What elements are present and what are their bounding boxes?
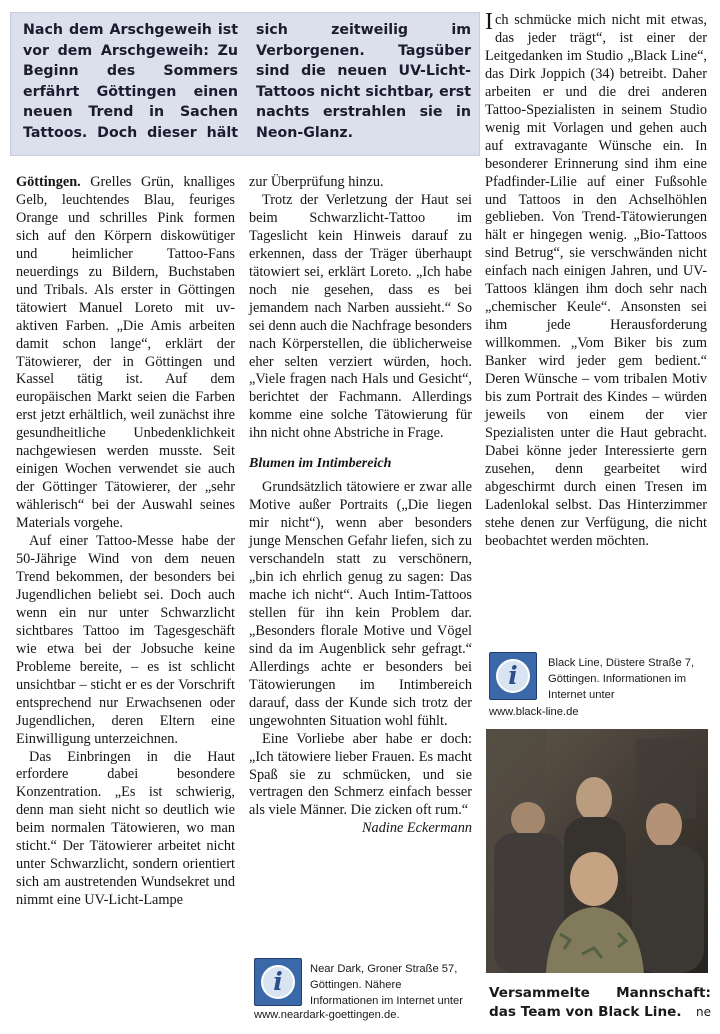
info-icon: i xyxy=(489,652,537,700)
photo-caption xyxy=(489,984,711,1022)
lead-box xyxy=(10,12,480,156)
subheading: Blumen im Intimbereich xyxy=(249,456,392,472)
dateline: Göttingen. xyxy=(16,174,81,190)
paragraph: zur Überprüfung hinzu. xyxy=(249,174,384,190)
paragraph: Auf einer Tattoo-Messe habe der 50-Jährige Wind von dem neuen Trend bekommen, der besonders bei Jugendlichen beliebt sei. Doch auch wenn ein nur unter Schwarzlicht sichtbares Tattoo im Tagesgeschäft wie etwa bei der Jobsuche keine Probleme bereite, – es ist schlicht unsichtbar – sticht er es der Vorschrift entsprechend nur Erwachsenen oder Jugendlichen, deren Eltern eine Einwilligung unterzeichnen. xyxy=(16,533,235,747)
drop-cap: I xyxy=(485,9,493,35)
paragraph: Grundsätzlich tätowiere er zwar alle Motive außer Portraits („Die liegen mir nicht“), wenn aber besonders junge Menschen Gefahr liefen, sich zu verschandeln statt zu verschönern, „bin ich ehrlich genug zu sagen: Das mache ich nicht“. Auch Intim-Tattoos stellen für ihn kein Problem dar. „Besonders florale Motive und Vögel sind da im Augenblick sehr gefragt.“ Allerdings achte er besonders bei Tätowierungen im Intimbereich darauf, dass der Kunde sich trotz der ungewohnten Situation wohl fühlt. xyxy=(249,479,472,729)
article-column-1 xyxy=(16,174,235,1026)
info-box-black-line: Black Line, Düstere Straße 7, Göttingen. Informationen im Internet unter xyxy=(548,657,695,701)
info-link-near-dark[interactable]: www.neardark-goettingen.de. xyxy=(254,1009,400,1021)
article-column-2 xyxy=(249,174,472,1026)
paragraph: ch schmücke mich nicht mit etwas, das jeder trägt“, ist einer der Leitgedanken im Studio „Black Line“, das Dirk Joppich (34) betreibt. Daher arbeiten er und die drei anderen Tattoo-Spezialisten in seinem Studio wenig mit Vorlagen und gehen auch auf extravagante Wünsche ein. In besonderer Erinnerung sind ihm eine Pfadfinder-Lilie auf einer Fußsohle und Tattoos in den Achselhöhlen geblieben. Von Trend-Tätowierungen hält er hingegen wenig. „Bio-Tattoos sind Betrug“, sie verschwänden nicht einfach nach einigen Jahren, und UV-Tattoos klängen ihm doch sehr nach „chemischer Keule“. Ansonsten sei ihm jede Herausforderung willkommen. „Vom Biker bis zum Banker wird jeder gem bedient.“ Deren Wünsche – vom tribalen Motiv bis zum Portrait des Kindes – würden jeweils von einem der vier Spezialisten unter die Haut gebracht. Dabei könne jeder Interessierte gern zusehen, denn gearbeitet wird abgeschirmt durch einen Tresen im Ladenlokal selbst. Das Hinterzimmer stehe denen zur Verfügung, die nicht beobachtet werden möchten. xyxy=(485,12,707,549)
paragraph: Das Einbringen in die Haut erfordere dabei besondere Konzentration. „Es ist schwierig, denn man sieht nicht so deutlich wie beim normalen Tätowieren, wo man sticht.“ Der Tätowierer arbeitet nicht unter Schwarzlicht, sondern orientiert sich am austretenden Wundsekret und nimmt eine UV-Licht-Lampe xyxy=(16,748,235,909)
caption-text: Versammelte Mannschaft: das Team von Black Line. xyxy=(489,985,711,1020)
paragraph: Trotz der Verletzung der Haut sei beim Schwarzlicht-Tattoo im Tageslicht kein Hinweis darauf zu erkennen, dass der Träger überhaupt tätowiert sei, erklärt Loreto. „Ich habe noch nie gesehen, dass es bei jemandem nach Narben aussieht.“ So sei denn auch die Nachfrage besonders nach Körperstellen, die üblicherweise eher selten verziert würden, hoch. „Viele fragen nach Hals und Gesicht“, berichtet der Fachmann. Allerdings komme eine solche Tätowierung für ihn nicht ohne Abstriche in Frage. xyxy=(249,191,472,442)
paragraph: Grelles Grün, knalliges Gelb, leuchtendes Blau, feuriges Orange und schrilles Pink formen sich auf den Körpern diskowütiger und heimlicher Tattoo-Fans neuerdings zu Bildern, Buchstaben und Tribals. Als erster in Göttingen tätowiert Manuel Loreto mit uv-aktiven Farben. „Die Amis arbeiten damit schon lange“, erklärt der Tätowierer, der in Göttingen und Kassel tätig ist. Auf dem europäischen Markt seien die Farben erst jetzt erhältlich, weil zunächst ihre gesundheitliche Unbedenklichkeit nachgewiesen werden musste. Seit einigen Wochen verwendet sie auch der Göttinger Tätowierer, der „sehr wählerisch“ bei der Auswahl seines Materials vorgehe. xyxy=(16,174,235,532)
info-box-near-dark: Near Dark, Groner Straße 57, Göttingen. Nähere Informationen im Internet unter xyxy=(310,963,463,1007)
author-signature: Nadine Eckermann xyxy=(362,820,472,837)
lead-text: Nach dem Arschgeweih ist vor dem Arschgeweih: Zu Beginn des Sommers erfährt Göttingen einen neuen Trend in Sachen Tattoos. Doch dieser hält sich zeitweilig im Verborgenen. Tagsüber sind die neuen UV-Licht-Tattoos nicht sichtbar, erst nachts erstrahlen sie in Neon-Glanz. xyxy=(23,22,471,141)
caption-credit: ne xyxy=(696,1005,711,1019)
info-link-black-line[interactable]: www.black-line.de xyxy=(489,706,579,718)
paragraph-text: Eine Vorliebe aber habe er doch: „Ich tätowiere lieber Frauen. Es macht Spaß sie zu schmücken, und sie vertragen den Schmerz einfach besser als viele Männer. Die zicken oft rum.“ xyxy=(249,730,472,819)
article-column-3 xyxy=(485,9,707,637)
paragraph xyxy=(249,730,472,837)
info-icon: i xyxy=(254,958,302,1006)
team-photo xyxy=(486,729,708,973)
